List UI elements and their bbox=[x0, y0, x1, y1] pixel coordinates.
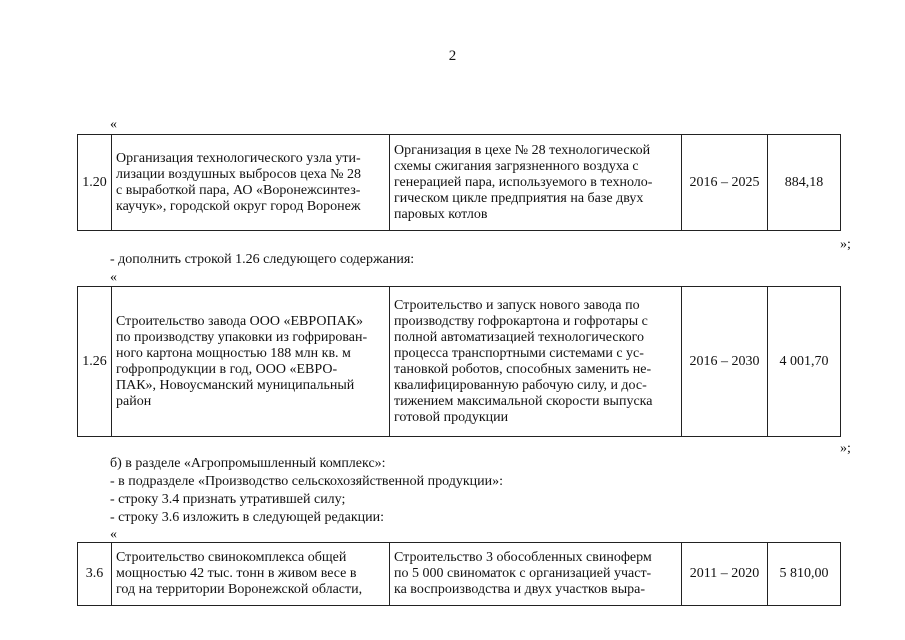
row-number: 3.6 bbox=[78, 543, 112, 606]
project-period: 2016 – 2030 bbox=[682, 287, 768, 437]
project-amount: 884,18 bbox=[768, 135, 841, 231]
instruction-line: б) в разделе «Агропромышленный комплекс»: bbox=[110, 456, 386, 471]
row-number: 1.26 bbox=[78, 287, 112, 437]
project-name: Строительство свинокомплекса общей мощностью 42 тыс. тонн в живом весе в год на территории Воронежской области, bbox=[112, 543, 390, 606]
add-row-instruction: - дополнить строкой 1.26 следующего содержания: bbox=[110, 252, 415, 267]
project-description: Строительство 3 обособленных свиноферм по 5 000 свиноматок с организацией участ- ка воспроизводства и двух участков выра- bbox=[390, 543, 682, 606]
project-name: Строительство завода ООО «ЕВРОПАК» по производству упаковки из гофрирован- ного картона мощностью 188 млн кв. м гофропродукции в год, ООО «ЕВРО- ПАК», Новоусманский муниципальный район bbox=[112, 287, 390, 437]
table-row-1-20 bbox=[77, 134, 841, 231]
open-quote: « bbox=[110, 270, 117, 285]
close-quote: »; bbox=[840, 237, 851, 252]
open-quote: « bbox=[110, 527, 117, 542]
table-row-1-26 bbox=[77, 286, 841, 437]
instruction-line: - в подразделе «Производство сельскохозяйственной продукции»: bbox=[110, 474, 504, 489]
project-amount: 5 810,00 bbox=[768, 543, 841, 606]
project-period: 2016 – 2025 bbox=[682, 135, 768, 231]
project-description: Организация в цехе № 28 технологической схемы сжигания загрязненного воздуха с генерацией пара, используемого в техноло- гическом цикле предприятия на базе двух паровых котлов bbox=[390, 135, 682, 231]
project-name: Организация технологического узла ути- лизации воздушных выбросов цеха № 28 с выработкой пара, АО «Воронежсинтез- каучук», городской округ город Воронеж bbox=[112, 135, 390, 231]
page-number: 2 bbox=[448, 48, 457, 64]
open-quote: « bbox=[110, 117, 117, 132]
close-quote: »; bbox=[840, 441, 851, 456]
project-description: Строительство и запуск нового завода по производству гофрокартона и гофротары с полной автоматизацией технологического процесса транспортными системами с ус- тановкой роботов, способных заменить не- квалифицированную рабочую силу, и дос- тижением максимальной скорости выпуска готовой продукции bbox=[390, 287, 682, 437]
row-number: 1.20 bbox=[78, 135, 112, 231]
project-period: 2011 – 2020 bbox=[682, 543, 768, 606]
table-row-3-6 bbox=[77, 542, 841, 606]
instruction-line: - строку 3.4 признать утратившей силу; bbox=[110, 492, 346, 507]
project-amount: 4 001,70 bbox=[768, 287, 841, 437]
instruction-line: - строку 3.6 изложить в следующей редакции: bbox=[110, 510, 385, 525]
